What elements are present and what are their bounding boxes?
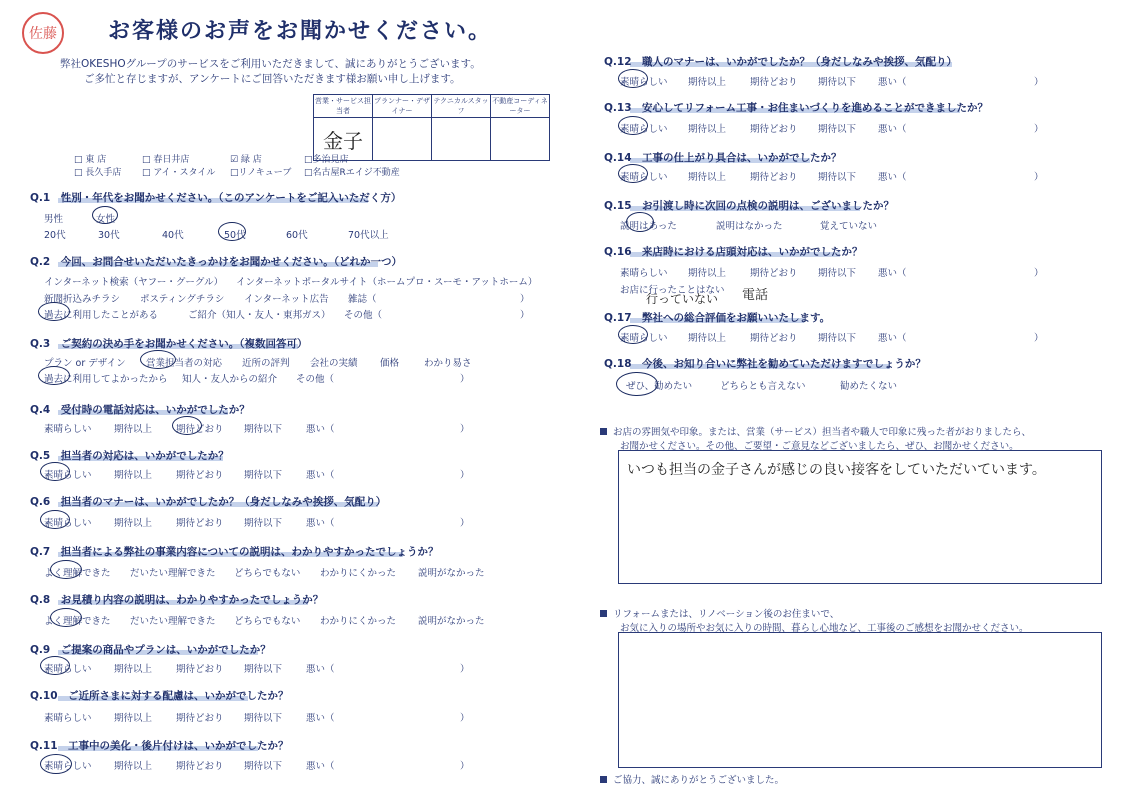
q3-label: Q.3 ご契約の決め手をお聞かせください。（複数回答可）	[30, 338, 308, 350]
staff-table	[313, 94, 550, 161]
bullet-square-icon	[600, 428, 607, 435]
q17-opt: ）	[1034, 333, 1044, 344]
q11-opt[interactable]: 悪い（	[306, 761, 335, 772]
q6-opt[interactable]: 期待以下	[244, 518, 283, 529]
q18-opt[interactable]: 勧めたくない	[840, 381, 898, 392]
q6-opt[interactable]: 期待どおり	[176, 518, 224, 529]
shop-kasugai[interactable]: □ 春日井店	[142, 155, 190, 165]
answer-circle	[172, 416, 202, 435]
q14-opt[interactable]: 期待どおり	[750, 172, 798, 183]
q3-opt[interactable]: プラン or デザイン	[44, 358, 126, 369]
q4-label: Q.4 受付時の電話対応は、いかがでしたか？	[30, 404, 250, 416]
q13-opt[interactable]: 素晴らしい	[620, 124, 668, 135]
q14-opt: ）	[1034, 172, 1044, 183]
q1-opt[interactable]: 20代	[44, 230, 66, 241]
q5-opt[interactable]: 期待以上	[114, 470, 153, 481]
answer-circle	[616, 372, 658, 396]
q10-opt[interactable]: 悪い（	[306, 713, 335, 724]
q3-opt: ）	[460, 374, 470, 385]
q9-label: Q.9 ご提案の商品やプランは、いかがでしたか？	[30, 644, 271, 656]
q8-opt[interactable]: よく理解できた	[44, 616, 111, 627]
q4-opt[interactable]: 期待どおり	[176, 424, 224, 435]
q10-opt[interactable]: 期待以上	[114, 713, 153, 724]
q13-opt[interactable]: 期待以上	[688, 124, 727, 135]
answer-circle	[40, 510, 70, 529]
q4-opt: ）	[460, 424, 470, 435]
answer-circle	[38, 302, 70, 321]
q2-opt[interactable]: 過去に利用したことがある	[44, 310, 159, 321]
q16-opt[interactable]: 期待どおり	[750, 268, 798, 279]
answer-circle	[140, 350, 176, 369]
q6-opt[interactable]: 素晴らしい	[44, 518, 92, 529]
q15-opt[interactable]: 説明はあった	[620, 221, 677, 232]
q12-opt[interactable]: 期待以上	[688, 77, 727, 88]
answer-circle	[50, 560, 82, 579]
q5-label: Q.5 担当者の対応は、いかがでしたか？	[30, 450, 229, 462]
q11-label: Q.11 工事中の美化・後片付けは、いかがでしたか？	[30, 740, 289, 752]
q2-opt[interactable]: ポスティングチラシ	[140, 294, 225, 305]
staff-header: プランナー・デザイナー	[373, 95, 432, 118]
q11-opt[interactable]: 期待どおり	[176, 761, 224, 772]
answer-circle	[618, 116, 648, 135]
q3-opt[interactable]: 近所の評判	[242, 358, 290, 369]
q5-opt[interactable]: 素晴らしい	[44, 470, 92, 481]
q9-opt[interactable]: 期待以上	[114, 664, 153, 675]
q1-opt[interactable]: 70代以上	[348, 230, 389, 241]
shop-east[interactable]: □ 東 店	[74, 155, 107, 165]
q5-opt[interactable]: 期待どおり	[176, 470, 224, 481]
q2-opt[interactable]: ご紹介（知人・友人・東邦ガス）	[188, 310, 331, 321]
q2-opt: ）	[520, 294, 530, 305]
intro-line-2: ご多忙と存じますが、アンケートにご回答いただきます様お願い申し上げます。	[84, 73, 461, 85]
staff-sales-name: 金子	[314, 118, 373, 161]
q3-opt[interactable]: その他（	[296, 374, 335, 385]
q4-opt[interactable]: 期待以上	[114, 424, 153, 435]
staff-realestate-name	[491, 118, 550, 161]
shop-midori[interactable]: ☑ 緑 店	[230, 155, 262, 165]
q13-label: Q.13 安心してリフォーム工事・お住まいづくりを進めることができましたか？	[604, 102, 989, 114]
q12-opt[interactable]: 素晴らしい	[620, 77, 668, 88]
comment-handwritten-text: いつも担当の金子さんが感じの良い接客をしていただいています。	[627, 462, 1046, 478]
reform-prompt-line-1: リフォームまたは、リノベーション後のお住まいで、	[600, 606, 839, 620]
q15-opt[interactable]: 説明はなかった	[716, 221, 783, 232]
q7-opt[interactable]: だいたい理解できた	[130, 568, 216, 579]
q9-opt: ）	[460, 664, 470, 675]
q13-opt: ）	[1034, 124, 1044, 135]
q2-opt[interactable]: インターネット検索（ヤフー・グーグル）	[44, 277, 224, 288]
answer-circle	[40, 754, 72, 774]
answer-circle	[50, 608, 82, 627]
staff-header: 営業・サービス担当者	[314, 95, 373, 118]
q1-opt[interactable]: 男性	[44, 214, 64, 225]
q1-label: Q.1 性別・年代をお聞かせください。（このアンケートをご記入いただく方）	[30, 192, 402, 204]
q15-label: Q.15 お引渡し時に次回の点検の説明は、ございましたか？	[604, 200, 895, 212]
q17-opt[interactable]: 期待以上	[688, 333, 727, 344]
q16-opt[interactable]: 期待以下	[818, 268, 857, 279]
q14-opt[interactable]: 素晴らしい	[620, 172, 668, 183]
q8-opt[interactable]: だいたい理解できた	[130, 616, 216, 627]
q8-label: Q.8 お見積り内容の説明は、わかりやすかったでしょうか？	[30, 594, 324, 606]
staff-tech-name	[432, 118, 491, 161]
q3-opt[interactable]: 過去に利用してよかったから	[44, 374, 168, 385]
q2-opt[interactable]: インターネットポータルサイト（ホームプロ・スーモ・アットホーム）	[236, 277, 538, 288]
q1-opt[interactable]: 60代	[286, 230, 308, 241]
q1-opt[interactable]: 女性	[96, 214, 116, 225]
q12-opt[interactable]: 悪い（	[878, 77, 907, 88]
q6-opt[interactable]: 期待以上	[114, 518, 153, 529]
shop-nagakute[interactable]: □ 長久手店	[74, 168, 122, 178]
q14-opt[interactable]: 期待以下	[818, 172, 857, 183]
q4-opt[interactable]: 素晴らしい	[44, 424, 92, 435]
shop-i-style[interactable]: □ アイ・スタイル	[142, 168, 216, 178]
reform-prompt-line-2: お気に入りの場所やお気に入りの時間、暮らし心地など、工事後のご感想をお聞かせください。	[620, 623, 1029, 634]
q10-opt: ）	[460, 713, 470, 724]
red-seal-stamp: 佐藤	[22, 12, 64, 54]
q2-opt[interactable]: 新聞折込みチラシ	[44, 294, 121, 305]
staff-header: テクニカルスタッフ	[432, 95, 491, 118]
q5-opt: ）	[460, 470, 470, 481]
q16-opt: ）	[1034, 268, 1044, 279]
q12-opt[interactable]: 期待以下	[818, 77, 857, 88]
q7-opt[interactable]: 説明がなかった	[418, 568, 485, 579]
q7-label: Q.7 担当者による弊社の事業内容についての説明は、わかりやすかったでしょうか？	[30, 546, 439, 558]
q3-opt[interactable]: 知人・友人からの紹介	[182, 374, 278, 385]
q10-opt[interactable]: 期待以下	[244, 713, 283, 724]
q17-opt[interactable]: 素晴らしい	[620, 333, 668, 344]
q8-opt[interactable]: どちらでもない	[234, 616, 301, 627]
q16-opt[interactable]: 素晴らしい	[620, 268, 668, 279]
q14-label: Q.14 工事の仕上がり具合は、いかがでしたか？	[604, 152, 842, 164]
reform-textarea[interactable]	[618, 632, 1102, 768]
q5-opt[interactable]: 悪い（	[306, 470, 335, 481]
q16-handwritten-note: 行っていない	[646, 292, 719, 306]
q9-opt[interactable]: 素晴らしい	[44, 664, 92, 675]
answer-circle	[626, 212, 654, 232]
q13-opt[interactable]: 悪い（	[878, 124, 907, 135]
staff-planner-name	[373, 118, 432, 161]
q3-opt[interactable]: 価格	[380, 358, 400, 369]
q17-opt[interactable]: 期待以下	[818, 333, 857, 344]
page-title: お客様のお声をお聞かせください。	[108, 19, 493, 44]
q13-opt[interactable]: 期待以下	[818, 124, 857, 135]
answer-circle	[618, 164, 648, 183]
shop-renocube[interactable]: □リノキューブ	[230, 168, 292, 178]
q17-opt[interactable]: 期待どおり	[750, 333, 798, 344]
q16-label: Q.16 来店時における店頭対応は、いかがでしたか？	[604, 246, 863, 258]
q16-handwritten-extra: 電話	[742, 288, 769, 303]
q17-label: Q.17 弊社への総合評価をお願いいたします。	[604, 312, 831, 324]
q4-opt[interactable]: 期待以下	[244, 424, 283, 435]
q7-opt[interactable]: よく理解できた	[44, 568, 111, 579]
q9-opt[interactable]: 期待どおり	[176, 664, 224, 675]
q8-opt[interactable]: わかりにくかった	[320, 616, 397, 627]
q9-opt[interactable]: 悪い（	[306, 664, 335, 675]
q18-opt[interactable]: ぜひ、勧めたい	[626, 381, 693, 392]
answer-circle	[40, 462, 70, 481]
q2-opt[interactable]: 雑誌（	[348, 294, 377, 305]
answer-circle	[618, 69, 648, 88]
q15-opt[interactable]: 覚えていない	[820, 221, 878, 232]
q12-opt: ）	[1034, 77, 1044, 88]
q10-opt[interactable]: 素晴らしい	[44, 713, 92, 724]
answer-circle	[40, 656, 70, 675]
q7-opt[interactable]: どちらでもない	[234, 568, 301, 579]
q14-opt[interactable]: 期待以上	[688, 172, 727, 183]
q11-opt[interactable]: 期待以下	[244, 761, 283, 772]
q16-opt[interactable]: 期待以上	[688, 268, 727, 279]
q11-opt[interactable]: 期待以上	[114, 761, 153, 772]
thanks-line: ご協力、誠にありがとうございました。	[600, 772, 784, 786]
answer-circle	[38, 366, 70, 385]
q10-opt[interactable]: 期待どおり	[176, 713, 224, 724]
q4-opt[interactable]: 悪い（	[306, 424, 335, 435]
q2-opt: ）	[520, 310, 530, 321]
q18-label: Q.18 今後、お知り合いに弊社を勧めていただけますでしょうか？	[604, 358, 926, 370]
q17-opt[interactable]: 悪い（	[878, 333, 907, 344]
q1-opt[interactable]: 40代	[162, 230, 184, 241]
bullet-square-icon	[600, 776, 607, 783]
intro-line-1: 弊社OKESHOグループのサービスをご利用いただきまして、誠にありがとうございます。	[60, 58, 481, 70]
q7-opt[interactable]: わかりにくかった	[320, 568, 397, 579]
comment-prompt-line-1: お店の雰囲気や印象。または、営業（サービス）担当者や職人で印象に残った者がおりましたら、	[600, 424, 1031, 438]
q6-opt[interactable]: 悪い（	[306, 518, 335, 529]
answer-circle	[218, 222, 246, 241]
q1-opt[interactable]: 30代	[98, 230, 120, 241]
q5-opt[interactable]: 期待以下	[244, 470, 283, 481]
q2-opt[interactable]: その他（	[344, 310, 383, 321]
q12-label: Q.12 職人のマナーは、いかがでしたか？（身だしなみや挨拶、気配り）	[604, 56, 958, 68]
q3-opt[interactable]: わかり易さ	[424, 358, 472, 369]
q12-opt[interactable]: 期待どおり	[750, 77, 798, 88]
comment-textarea[interactable]	[618, 450, 1102, 584]
q9-opt[interactable]: 期待以下	[244, 664, 283, 675]
shop-tajimi[interactable]: □多治見店	[304, 155, 349, 165]
bullet-square-icon	[600, 610, 607, 617]
staff-header: 不動産コーディネーター	[491, 95, 550, 118]
q16-opt[interactable]: 悪い（	[878, 268, 907, 279]
q14-opt[interactable]: 悪い（	[878, 172, 907, 183]
q11-opt[interactable]: 素晴らしい	[44, 761, 92, 772]
comment-prompt-line-2: お聞かせください。その他、ご要望・ご意見などございましたら、ぜひ、お聞かせください。	[620, 441, 1019, 452]
q6-label: Q.6 担当者のマナーは、いかがでしたか？（身だしなみや挨拶、気配り）	[30, 496, 387, 508]
answer-circle	[92, 206, 118, 224]
q2-label: Q.2 今回、お問合せいただいたきっかけをお聞かせください。（どれか一つ）	[30, 256, 402, 268]
q13-opt[interactable]: 期待どおり	[750, 124, 798, 135]
q3-opt[interactable]: 営業担当者の対応	[146, 358, 223, 369]
q18-opt[interactable]: どちらとも言えない	[720, 381, 806, 392]
q8-opt[interactable]: 説明がなかった	[418, 616, 485, 627]
q6-opt: ）	[460, 518, 470, 529]
q1-opt[interactable]: 50代	[224, 230, 246, 241]
q10-label: Q.10 ご近所さまに対する配慮は、いかがでしたか？	[30, 690, 289, 702]
q16-never-visited[interactable]: お店に行ったことはない	[620, 285, 725, 296]
answer-circle	[618, 325, 648, 344]
shop-nagoya-r-age[interactable]: □名古屋Rエイジ不動産	[304, 168, 400, 178]
q2-opt[interactable]: インターネット広告	[244, 294, 329, 305]
q11-opt: ）	[460, 761, 470, 772]
q3-opt[interactable]: 会社の実績	[310, 358, 358, 369]
